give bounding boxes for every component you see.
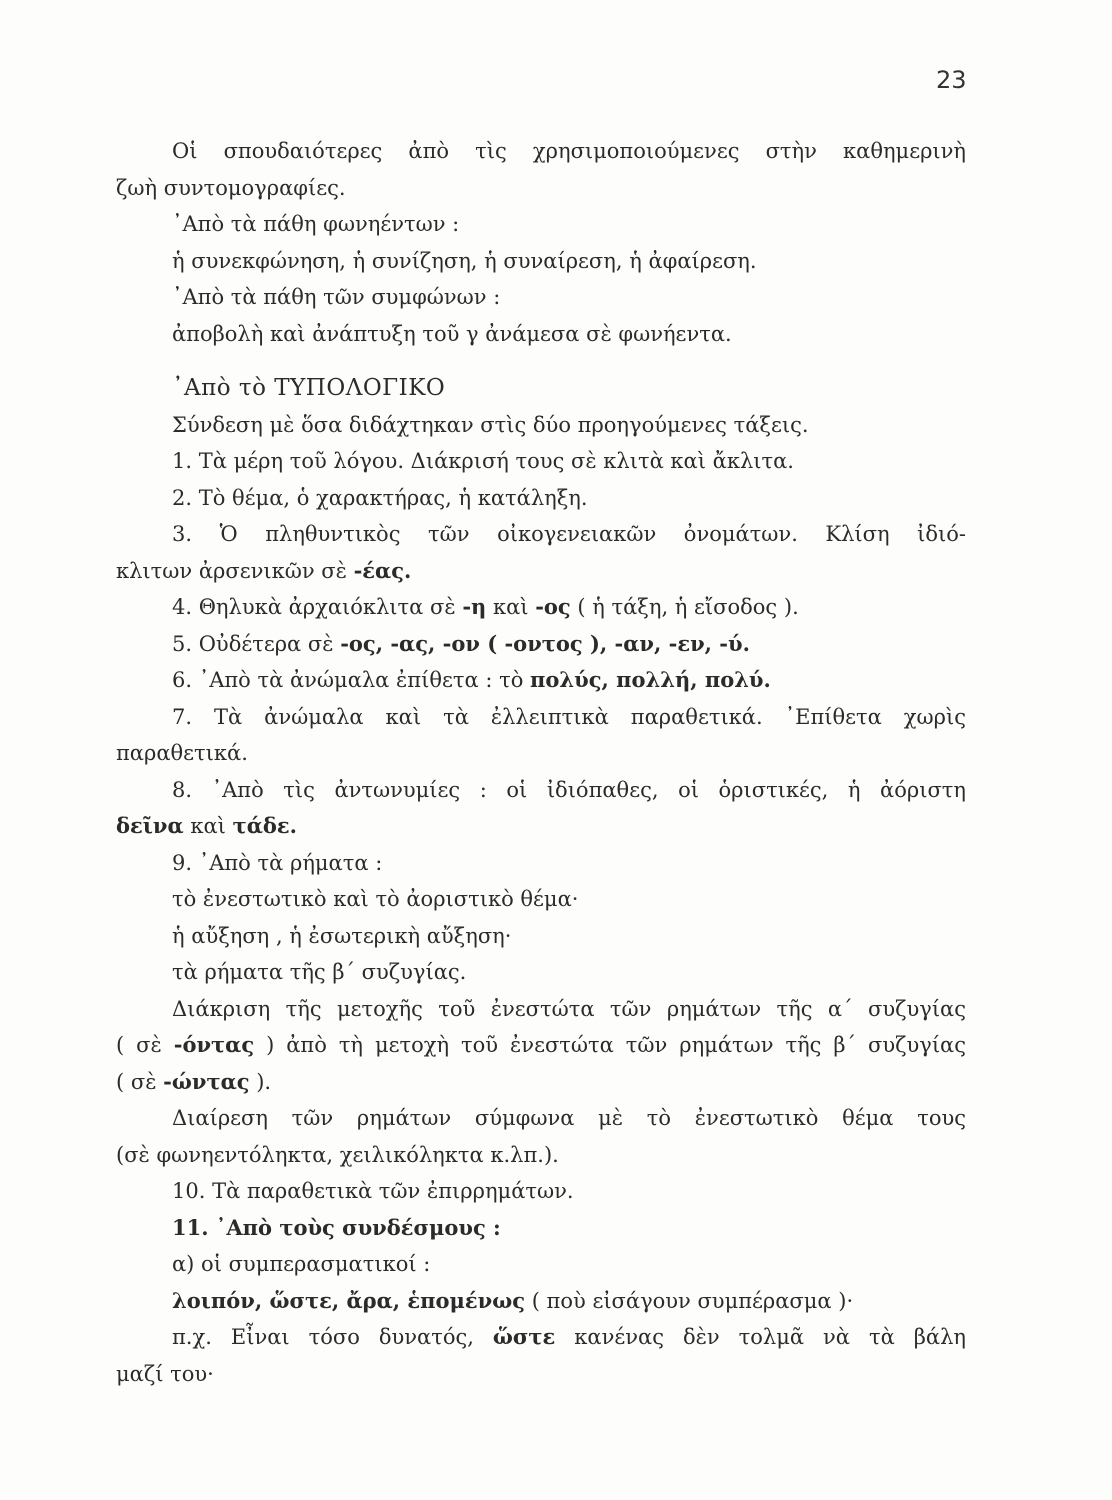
text-run: ( ἡ τάξη, ἡ εἴσοδος ). (570, 595, 799, 619)
text-line (116, 1319, 966, 1356)
text-run: καὶ (183, 814, 233, 838)
text-run: ἡ συνεκφώνηση, ἡ συνίζηση, ἡ συναίρεση, ἡ ἀφαίρεση. (172, 248, 757, 273)
text-line (116, 480, 966, 517)
text-run: 4. Θηλυκὰ ἀρχαιόκλιτα σὲ (172, 595, 463, 619)
text-run: ζωὴ συντομογραφίες. (116, 175, 346, 200)
bold-text-run: λοιπόν, ὥστε, ἄρα, ἑπομένως (172, 1287, 526, 1313)
text-line (116, 845, 966, 882)
text-line (116, 1246, 966, 1283)
text-run: ( ποὺ εἰσάγουν συμπέρασμα )· (525, 1288, 854, 1313)
text-line (116, 1100, 966, 1137)
text-run: 6. ᾿Απὸ τὰ ἀνώμαλα ἐπίθετα : τὸ (172, 668, 531, 692)
text-line (116, 279, 966, 316)
text-line (116, 881, 966, 918)
text-line (116, 991, 966, 1028)
text-line (116, 735, 966, 772)
text-line (116, 1173, 966, 1210)
text-run: ᾿Απὸ τὰ πάθη φωνηέντων : (172, 212, 460, 236)
text-line (116, 407, 966, 444)
text-run: Σύνδεση μὲ ὅσα διδάχτηκαν στὶς δύο προηγούμενες τάξεις. (172, 412, 809, 437)
bold-text-run: -η (462, 594, 487, 619)
text-run: 5. Οὐδέτερα σὲ (172, 631, 341, 656)
text-line (116, 808, 966, 845)
text-run: Οἱ σπουδαιότερες ἀπὸ τὶς χρησιμοποιούμενες στὴν καθημερινὴ (172, 139, 966, 163)
text-line (116, 316, 966, 353)
text-run: ᾿Απὸ τὸ ΤΥΠΟΛΟΓΙΚΟ (172, 375, 446, 401)
text-line (116, 1210, 966, 1247)
bold-text-run: ὥστε (492, 1324, 556, 1349)
text-run: μαζί του· (116, 1361, 214, 1386)
text-run: τὸ ἐνεστωτικὸ καὶ τὸ ἀοριστικὸ θέμα· (172, 887, 579, 911)
text-run: π.χ. Εἶναι τόσο δυνατός, (172, 1325, 493, 1349)
text-run: ). (249, 1069, 272, 1094)
text-line (116, 170, 966, 207)
text-run: καὶ (486, 595, 536, 619)
text-run: ᾿Απὸ τὰ πάθη τῶν συμφώνων : (172, 285, 501, 309)
text-run: 10. Τὰ παραθετικὰ τῶν ἐπιρρημάτων. (172, 1179, 574, 1203)
text-run: 7. Τὰ ἀνώμαλα καὶ τὰ ἐλλειπτικὰ παραθετικά. ᾿Επίθετα χωρὶς (172, 704, 966, 729)
text-run: ( σὲ (116, 1033, 174, 1057)
text-run: (σὲ φωνηεντόληκτα, χειλικόληκτα κ.λπ.). (116, 1142, 559, 1167)
text-line (116, 243, 966, 280)
text-line (116, 589, 966, 626)
text-run: παραθετικά. (116, 741, 248, 765)
bold-text-run: δεῖνα (116, 813, 184, 838)
bold-text-run: -ος, -ας, -ον ( -οντος ), -αν, -εν, -ύ. (340, 630, 750, 656)
text-run: 9. ᾿Απὸ τὰ ρήματα : (172, 850, 383, 875)
text-run: 2. Τὸ θέμα, ὁ χαρακτήρας, ἡ κατάληξη. (172, 485, 588, 510)
bold-text-run: -ος (535, 594, 571, 619)
text-run: α) οἱ συμπερασματικοί : (172, 1252, 431, 1276)
text-line (116, 443, 966, 480)
text-run: 1. Τὰ μέρη τοῦ λόγου. Διάκρισή τους σὲ κλιτὰ καὶ ἄκλιτα. (172, 449, 794, 473)
text-line (116, 1356, 966, 1393)
text-line (116, 699, 966, 736)
text-line (116, 1064, 966, 1101)
bold-text-run: -όντας (173, 1032, 255, 1057)
text-line (116, 133, 966, 170)
body-text (116, 133, 966, 1392)
section-heading (116, 370, 966, 407)
bold-text-run: -έας. (353, 557, 412, 583)
text-run: κλιτων ἀρσενικῶν σὲ (116, 558, 354, 583)
text-line (116, 918, 966, 955)
bold-text-run: τάδε. (232, 813, 297, 838)
text-line (116, 553, 966, 590)
text-run: 3. Ὁ πληθυντικὸς τῶν οἰκογενειακῶν ὀνομάτων. Κλίση ἰδιό- (172, 522, 966, 546)
text-line (116, 1137, 966, 1174)
text-run: 8. ᾿Απὸ τὶς ἀντωνυμίες : οἱ ἰδιόπαθες, οἱ ὁριστικές, ἡ ἀόριστη (172, 777, 966, 802)
text-run: κανένας δὲν τολμᾶ νὰ τὰ βάλη (555, 1325, 966, 1349)
text-run: Διάκριση τῆς μετοχῆς τοῦ ἐνεστώτα τῶν ρημάτων τῆς α΄ συζυγίας (172, 996, 966, 1021)
text-run: ) ἀπὸ τὴ μετοχὴ τοῦ ἐνεστώτα τῶν ρημάτων τῆς β΄ συζυγίας (254, 1033, 966, 1057)
bold-text-run: πολύς, πολλή, πολύ. (530, 667, 771, 692)
text-line (116, 516, 966, 553)
text-run: ἀποβολὴ καὶ ἀνάπτυξη τοῦ γ ἀνάμεσα σὲ φωνήεντα. (172, 321, 732, 346)
text-line (116, 954, 966, 991)
text-line (116, 662, 966, 699)
text-line (116, 206, 966, 243)
page-number: 23 (936, 66, 967, 94)
bold-text-run: -ώντας (163, 1068, 250, 1094)
text-line (116, 626, 966, 663)
text-run: ἡ αὔξηση , ἡ ἐσωτερικὴ αὔξηση· (172, 923, 512, 948)
text-run: Διαίρεση τῶν ρημάτων σύμφωνα μὲ τὸ ἐνεστωτικὸ θέμα τους (172, 1106, 966, 1130)
text-run: τὰ ρήματα τῆς β΄ συζυγίας. (172, 960, 467, 984)
text-run: ( σὲ (116, 1069, 164, 1094)
text-line (116, 772, 966, 809)
bold-text-run: 11. ᾿Απὸ τοὺς συνδέσμους : (172, 1214, 501, 1240)
text-line (116, 1283, 966, 1320)
text-line (116, 1027, 966, 1064)
